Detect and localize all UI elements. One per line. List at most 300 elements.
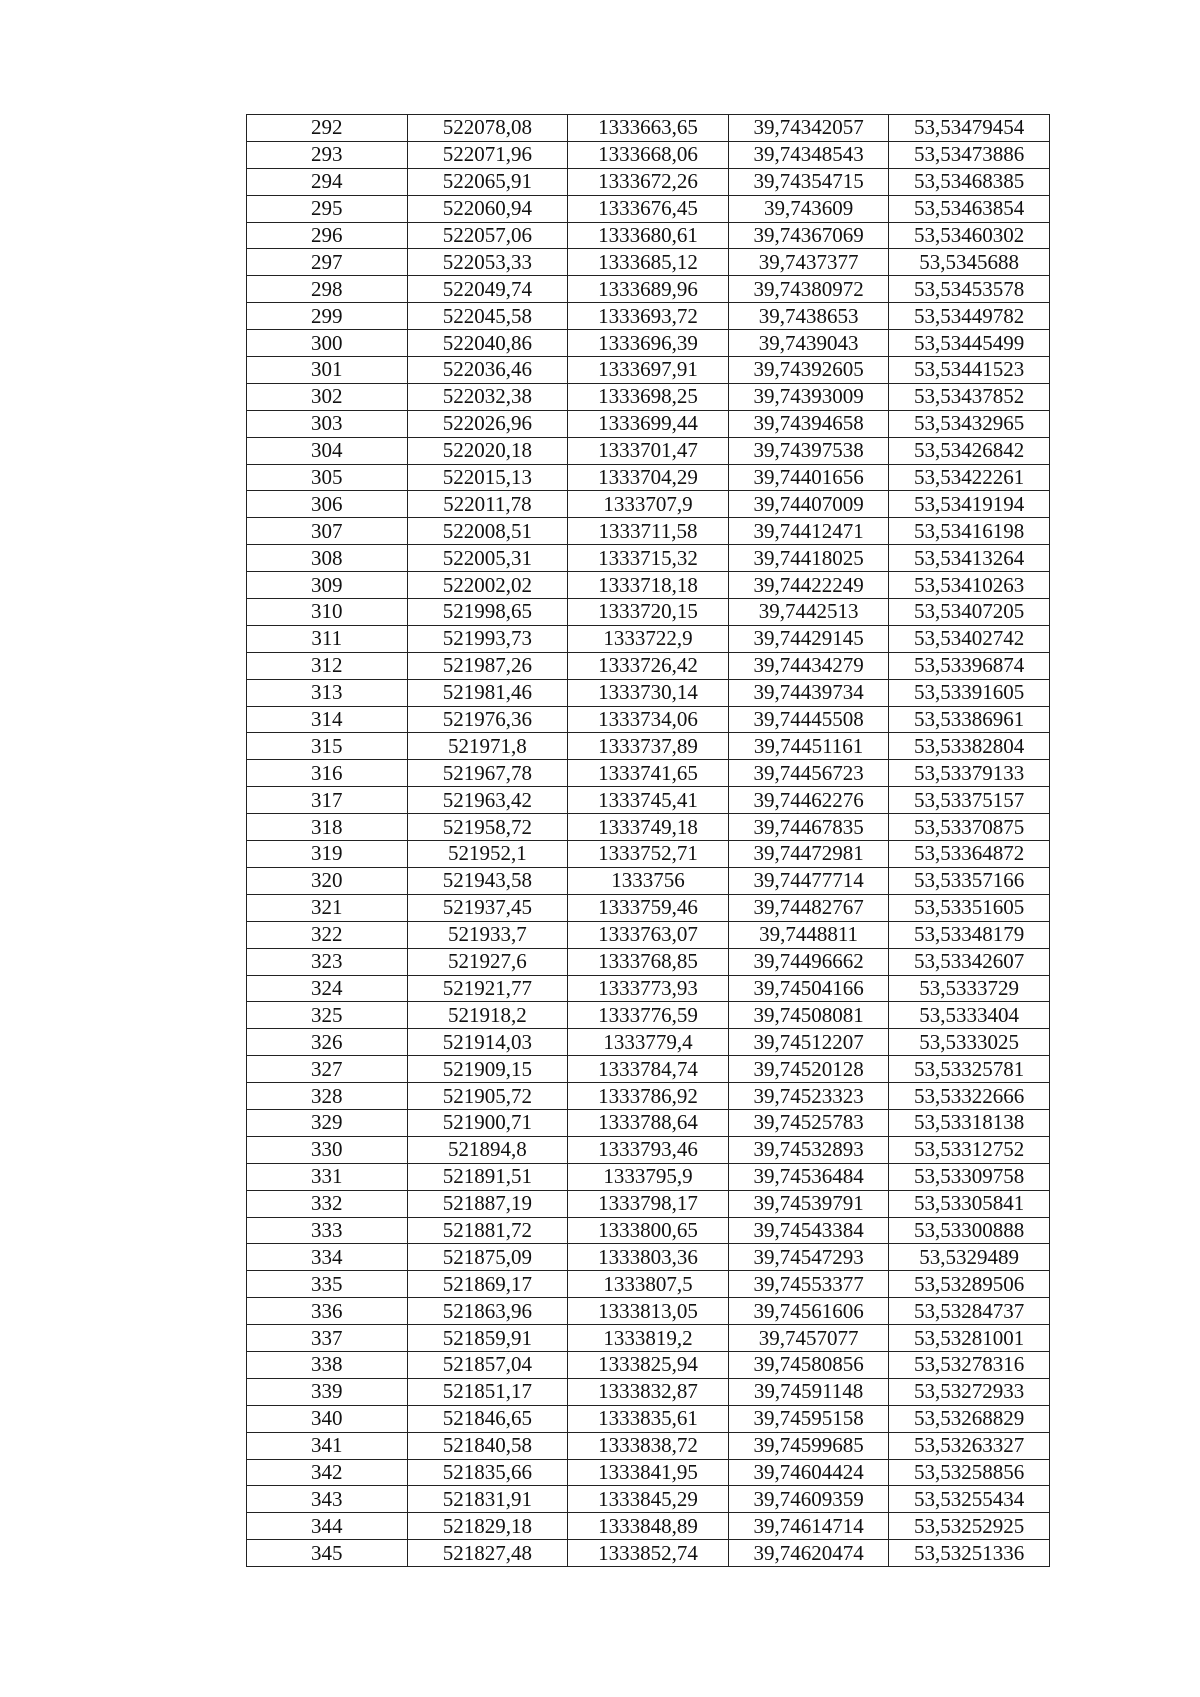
- point-number-cell: 335: [247, 1271, 408, 1298]
- table-row: [247, 706, 1050, 733]
- latitude-cell: 53,53351605: [889, 894, 1050, 921]
- point-number-cell: 333: [247, 1217, 408, 1244]
- longitude-cell: 39,74451161: [728, 733, 889, 760]
- y-coordinate-cell: 1333841,95: [568, 1459, 729, 1486]
- table-row: [247, 1486, 1050, 1513]
- x-coordinate-cell: 521963,42: [407, 787, 568, 814]
- point-number-cell: 340: [247, 1405, 408, 1432]
- x-coordinate-cell: 521976,36: [407, 706, 568, 733]
- latitude-cell: 53,53268829: [889, 1405, 1050, 1432]
- table-row: [247, 168, 1050, 195]
- x-coordinate-cell: 522008,51: [407, 518, 568, 545]
- table-row: [247, 195, 1050, 222]
- longitude-cell: 39,7439043: [728, 330, 889, 357]
- table-row: [247, 222, 1050, 249]
- table-row: [247, 437, 1050, 464]
- longitude-cell: 39,7442513: [728, 599, 889, 626]
- point-number-cell: 299: [247, 303, 408, 330]
- x-coordinate-cell: 522005,31: [407, 545, 568, 572]
- y-coordinate-cell: 1333852,74: [568, 1540, 729, 1567]
- x-coordinate-cell: 521829,18: [407, 1513, 568, 1540]
- point-number-cell: 327: [247, 1056, 408, 1083]
- x-coordinate-cell: 522071,96: [407, 141, 568, 168]
- x-coordinate-cell: 521905,72: [407, 1083, 568, 1110]
- longitude-cell: 39,74547293: [728, 1244, 889, 1271]
- latitude-cell: 53,53252925: [889, 1513, 1050, 1540]
- y-coordinate-cell: 1333685,12: [568, 249, 729, 276]
- table-row: [247, 1271, 1050, 1298]
- longitude-cell: 39,74561606: [728, 1298, 889, 1325]
- x-coordinate-cell: 521918,2: [407, 1002, 568, 1029]
- point-number-cell: 341: [247, 1432, 408, 1459]
- table-row: [247, 1029, 1050, 1056]
- x-coordinate-cell: 521891,51: [407, 1163, 568, 1190]
- longitude-cell: 39,74553377: [728, 1271, 889, 1298]
- longitude-cell: 39,74614714: [728, 1513, 889, 1540]
- x-coordinate-cell: 522060,94: [407, 195, 568, 222]
- point-number-cell: 307: [247, 518, 408, 545]
- y-coordinate-cell: 1333701,47: [568, 437, 729, 464]
- table-row: [247, 599, 1050, 626]
- y-coordinate-cell: 1333730,14: [568, 679, 729, 706]
- latitude-cell: 53,5345688: [889, 249, 1050, 276]
- longitude-cell: 39,74482767: [728, 894, 889, 921]
- longitude-cell: 39,7448811: [728, 921, 889, 948]
- latitude-cell: 53,5333025: [889, 1029, 1050, 1056]
- longitude-cell: 39,74434279: [728, 652, 889, 679]
- longitude-cell: 39,74532893: [728, 1136, 889, 1163]
- table-row: [247, 357, 1050, 384]
- latitude-cell: 53,53402742: [889, 625, 1050, 652]
- longitude-cell: 39,74439734: [728, 679, 889, 706]
- longitude-cell: 39,74496662: [728, 948, 889, 975]
- longitude-cell: 39,74620474: [728, 1540, 889, 1567]
- x-coordinate-cell: 521927,6: [407, 948, 568, 975]
- table-row: [247, 733, 1050, 760]
- y-coordinate-cell: 1333763,07: [568, 921, 729, 948]
- point-number-cell: 301: [247, 357, 408, 384]
- y-coordinate-cell: 1333734,06: [568, 706, 729, 733]
- longitude-cell: 39,74393009: [728, 383, 889, 410]
- latitude-cell: 53,53258856: [889, 1459, 1050, 1486]
- y-coordinate-cell: 1333768,85: [568, 948, 729, 975]
- x-coordinate-cell: 522053,33: [407, 249, 568, 276]
- longitude-cell: 39,74525783: [728, 1109, 889, 1136]
- point-number-cell: 297: [247, 249, 408, 276]
- x-coordinate-cell: 521869,17: [407, 1271, 568, 1298]
- y-coordinate-cell: 1333704,29: [568, 464, 729, 491]
- latitude-cell: 53,53278316: [889, 1351, 1050, 1378]
- y-coordinate-cell: 1333672,26: [568, 168, 729, 195]
- x-coordinate-cell: 522020,18: [407, 437, 568, 464]
- longitude-cell: 39,74401656: [728, 464, 889, 491]
- point-number-cell: 332: [247, 1190, 408, 1217]
- y-coordinate-cell: 1333845,29: [568, 1486, 729, 1513]
- y-coordinate-cell: 1333663,65: [568, 115, 729, 142]
- longitude-cell: 39,74342057: [728, 115, 889, 142]
- table-row: [247, 491, 1050, 518]
- longitude-cell: 39,74536484: [728, 1163, 889, 1190]
- x-coordinate-cell: 521981,46: [407, 679, 568, 706]
- y-coordinate-cell: 1333720,15: [568, 599, 729, 626]
- point-number-cell: 310: [247, 599, 408, 626]
- longitude-cell: 39,74348543: [728, 141, 889, 168]
- y-coordinate-cell: 1333776,59: [568, 1002, 729, 1029]
- point-number-cell: 302: [247, 383, 408, 410]
- x-coordinate-cell: 521958,72: [407, 814, 568, 841]
- x-coordinate-cell: 521909,15: [407, 1056, 568, 1083]
- x-coordinate-cell: 521840,58: [407, 1432, 568, 1459]
- x-coordinate-cell: 521831,91: [407, 1486, 568, 1513]
- table-row: [247, 1325, 1050, 1352]
- x-coordinate-cell: 521921,77: [407, 975, 568, 1002]
- x-coordinate-cell: 522057,06: [407, 222, 568, 249]
- latitude-cell: 53,53357166: [889, 867, 1050, 894]
- table-row: [247, 410, 1050, 437]
- x-coordinate-cell: 521933,7: [407, 921, 568, 948]
- table-row: [247, 787, 1050, 814]
- point-number-cell: 303: [247, 410, 408, 437]
- point-number-cell: 334: [247, 1244, 408, 1271]
- y-coordinate-cell: 1333784,74: [568, 1056, 729, 1083]
- table-row: [247, 1083, 1050, 1110]
- y-coordinate-cell: 1333848,89: [568, 1513, 729, 1540]
- point-number-cell: 300: [247, 330, 408, 357]
- y-coordinate-cell: 1333680,61: [568, 222, 729, 249]
- longitude-cell: 39,74354715: [728, 168, 889, 195]
- table-row: [247, 1217, 1050, 1244]
- point-number-cell: 320: [247, 867, 408, 894]
- x-coordinate-cell: 521952,1: [407, 841, 568, 868]
- longitude-cell: 39,74543384: [728, 1217, 889, 1244]
- point-number-cell: 322: [247, 921, 408, 948]
- point-number-cell: 304: [247, 437, 408, 464]
- longitude-cell: 39,74539791: [728, 1190, 889, 1217]
- latitude-cell: 53,53410263: [889, 572, 1050, 599]
- point-number-cell: 345: [247, 1540, 408, 1567]
- x-coordinate-cell: 521900,71: [407, 1109, 568, 1136]
- x-coordinate-cell: 521857,04: [407, 1351, 568, 1378]
- table-row: [247, 1190, 1050, 1217]
- table-row: [247, 545, 1050, 572]
- y-coordinate-cell: 1333718,18: [568, 572, 729, 599]
- longitude-cell: 39,74504166: [728, 975, 889, 1002]
- table-row: [247, 1109, 1050, 1136]
- x-coordinate-cell: 521998,65: [407, 599, 568, 626]
- y-coordinate-cell: 1333741,65: [568, 760, 729, 787]
- x-coordinate-cell: 522026,96: [407, 410, 568, 437]
- table-row: [247, 867, 1050, 894]
- x-coordinate-cell: 522078,08: [407, 115, 568, 142]
- x-coordinate-cell: 522065,91: [407, 168, 568, 195]
- latitude-cell: 53,53386961: [889, 706, 1050, 733]
- x-coordinate-cell: 522015,13: [407, 464, 568, 491]
- point-number-cell: 314: [247, 706, 408, 733]
- latitude-cell: 53,53251336: [889, 1540, 1050, 1567]
- latitude-cell: 53,53289506: [889, 1271, 1050, 1298]
- y-coordinate-cell: 1333819,2: [568, 1325, 729, 1352]
- longitude-cell: 39,74394658: [728, 410, 889, 437]
- y-coordinate-cell: 1333749,18: [568, 814, 729, 841]
- latitude-cell: 53,53312752: [889, 1136, 1050, 1163]
- x-coordinate-cell: 521894,8: [407, 1136, 568, 1163]
- point-number-cell: 343: [247, 1486, 408, 1513]
- table-row: [247, 303, 1050, 330]
- latitude-cell: 53,53305841: [889, 1190, 1050, 1217]
- table-row: [247, 894, 1050, 921]
- y-coordinate-cell: 1333798,17: [568, 1190, 729, 1217]
- point-number-cell: 318: [247, 814, 408, 841]
- longitude-cell: 39,74512207: [728, 1029, 889, 1056]
- latitude-cell: 53,53445499: [889, 330, 1050, 357]
- longitude-cell: 39,74418025: [728, 545, 889, 572]
- latitude-cell: 53,53468385: [889, 168, 1050, 195]
- x-coordinate-cell: 521875,09: [407, 1244, 568, 1271]
- longitude-cell: 39,74392605: [728, 357, 889, 384]
- latitude-cell: 53,53463854: [889, 195, 1050, 222]
- y-coordinate-cell: 1333697,91: [568, 357, 729, 384]
- point-number-cell: 315: [247, 733, 408, 760]
- latitude-cell: 53,53284737: [889, 1298, 1050, 1325]
- y-coordinate-cell: 1333800,65: [568, 1217, 729, 1244]
- latitude-cell: 53,53382804: [889, 733, 1050, 760]
- table-row: [247, 679, 1050, 706]
- point-number-cell: 324: [247, 975, 408, 1002]
- x-coordinate-cell: 521835,66: [407, 1459, 568, 1486]
- y-coordinate-cell: 1333825,94: [568, 1351, 729, 1378]
- latitude-cell: 53,53309758: [889, 1163, 1050, 1190]
- latitude-cell: 53,53432965: [889, 410, 1050, 437]
- longitude-cell: 39,74456723: [728, 760, 889, 787]
- x-coordinate-cell: 521943,58: [407, 867, 568, 894]
- latitude-cell: 53,53255434: [889, 1486, 1050, 1513]
- coordinates-table-body: [247, 115, 1050, 1567]
- longitude-cell: 39,7457077: [728, 1325, 889, 1352]
- longitude-cell: 39,74467835: [728, 814, 889, 841]
- longitude-cell: 39,74604424: [728, 1459, 889, 1486]
- y-coordinate-cell: 1333786,92: [568, 1083, 729, 1110]
- longitude-cell: 39,74462276: [728, 787, 889, 814]
- point-number-cell: 309: [247, 572, 408, 599]
- latitude-cell: 53,53396874: [889, 652, 1050, 679]
- y-coordinate-cell: 1333745,41: [568, 787, 729, 814]
- longitude-cell: 39,74580856: [728, 1351, 889, 1378]
- latitude-cell: 53,53370875: [889, 814, 1050, 841]
- y-coordinate-cell: 1333726,42: [568, 652, 729, 679]
- table-row: [247, 1136, 1050, 1163]
- longitude-cell: 39,74397538: [728, 437, 889, 464]
- x-coordinate-cell: 521993,73: [407, 625, 568, 652]
- x-coordinate-cell: 522049,74: [407, 276, 568, 303]
- table-row: [247, 572, 1050, 599]
- latitude-cell: 53,53391605: [889, 679, 1050, 706]
- y-coordinate-cell: 1333715,32: [568, 545, 729, 572]
- x-coordinate-cell: 521887,19: [407, 1190, 568, 1217]
- y-coordinate-cell: 1333759,46: [568, 894, 729, 921]
- x-coordinate-cell: 521859,91: [407, 1325, 568, 1352]
- x-coordinate-cell: 521851,17: [407, 1378, 568, 1405]
- table-row: [247, 760, 1050, 787]
- x-coordinate-cell: 522045,58: [407, 303, 568, 330]
- table-row: [247, 921, 1050, 948]
- latitude-cell: 53,53263327: [889, 1432, 1050, 1459]
- table-row: [247, 518, 1050, 545]
- x-coordinate-cell: 522040,86: [407, 330, 568, 357]
- y-coordinate-cell: 1333689,96: [568, 276, 729, 303]
- table-row: [247, 1163, 1050, 1190]
- y-coordinate-cell: 1333756: [568, 867, 729, 894]
- x-coordinate-cell: 521881,72: [407, 1217, 568, 1244]
- x-coordinate-cell: 521987,26: [407, 652, 568, 679]
- y-coordinate-cell: 1333668,06: [568, 141, 729, 168]
- latitude-cell: 53,5329489: [889, 1244, 1050, 1271]
- longitude-cell: 39,74422249: [728, 572, 889, 599]
- point-number-cell: 326: [247, 1029, 408, 1056]
- table-row: [247, 841, 1050, 868]
- longitude-cell: 39,74609359: [728, 1486, 889, 1513]
- table-row: [247, 1002, 1050, 1029]
- table-row: [247, 464, 1050, 491]
- latitude-cell: 53,53322666: [889, 1083, 1050, 1110]
- latitude-cell: 53,53473886: [889, 141, 1050, 168]
- longitude-cell: 39,74429145: [728, 625, 889, 652]
- point-number-cell: 306: [247, 491, 408, 518]
- x-coordinate-cell: 521846,65: [407, 1405, 568, 1432]
- latitude-cell: 53,53479454: [889, 115, 1050, 142]
- table-row: [247, 115, 1050, 142]
- latitude-cell: 53,53441523: [889, 357, 1050, 384]
- table-row: [247, 1298, 1050, 1325]
- table-row: [247, 330, 1050, 357]
- table-row: [247, 1378, 1050, 1405]
- longitude-cell: 39,74472981: [728, 841, 889, 868]
- latitude-cell: 53,53453578: [889, 276, 1050, 303]
- y-coordinate-cell: 1333835,61: [568, 1405, 729, 1432]
- point-number-cell: 339: [247, 1378, 408, 1405]
- table-row: [247, 276, 1050, 303]
- latitude-cell: 53,53449782: [889, 303, 1050, 330]
- x-coordinate-cell: 521967,78: [407, 760, 568, 787]
- point-number-cell: 308: [247, 545, 408, 572]
- longitude-cell: 39,743609: [728, 195, 889, 222]
- table-row: [247, 383, 1050, 410]
- point-number-cell: 294: [247, 168, 408, 195]
- table-row: [247, 975, 1050, 1002]
- point-number-cell: 344: [247, 1513, 408, 1540]
- y-coordinate-cell: 1333711,58: [568, 518, 729, 545]
- latitude-cell: 53,53272933: [889, 1378, 1050, 1405]
- latitude-cell: 53,53419194: [889, 491, 1050, 518]
- table-row: [247, 1405, 1050, 1432]
- table-row: [247, 948, 1050, 975]
- point-number-cell: 312: [247, 652, 408, 679]
- point-number-cell: 336: [247, 1298, 408, 1325]
- latitude-cell: 53,53281001: [889, 1325, 1050, 1352]
- longitude-cell: 39,74477714: [728, 867, 889, 894]
- point-number-cell: 313: [247, 679, 408, 706]
- y-coordinate-cell: 1333722,9: [568, 625, 729, 652]
- longitude-cell: 39,74520128: [728, 1056, 889, 1083]
- x-coordinate-cell: 521937,45: [407, 894, 568, 921]
- longitude-cell: 39,74412471: [728, 518, 889, 545]
- table-row: [247, 1056, 1050, 1083]
- longitude-cell: 39,7438653: [728, 303, 889, 330]
- table-row: [247, 1432, 1050, 1459]
- point-number-cell: 296: [247, 222, 408, 249]
- table-row: [247, 652, 1050, 679]
- point-number-cell: 311: [247, 625, 408, 652]
- x-coordinate-cell: 521914,03: [407, 1029, 568, 1056]
- y-coordinate-cell: 1333813,05: [568, 1298, 729, 1325]
- point-number-cell: 323: [247, 948, 408, 975]
- x-coordinate-cell: 522002,02: [407, 572, 568, 599]
- table-row: [247, 1459, 1050, 1486]
- latitude-cell: 53,5333404: [889, 1002, 1050, 1029]
- latitude-cell: 53,53300888: [889, 1217, 1050, 1244]
- longitude-cell: 39,74523323: [728, 1083, 889, 1110]
- point-number-cell: 319: [247, 841, 408, 868]
- point-number-cell: 295: [247, 195, 408, 222]
- coordinates-table: [246, 114, 1050, 1567]
- point-number-cell: 298: [247, 276, 408, 303]
- point-number-cell: 329: [247, 1109, 408, 1136]
- latitude-cell: 53,53318138: [889, 1109, 1050, 1136]
- y-coordinate-cell: 1333832,87: [568, 1378, 729, 1405]
- y-coordinate-cell: 1333752,71: [568, 841, 729, 868]
- longitude-cell: 39,74591148: [728, 1378, 889, 1405]
- latitude-cell: 53,53422261: [889, 464, 1050, 491]
- point-number-cell: 331: [247, 1163, 408, 1190]
- latitude-cell: 53,53375157: [889, 787, 1050, 814]
- y-coordinate-cell: 1333838,72: [568, 1432, 729, 1459]
- longitude-cell: 39,74445508: [728, 706, 889, 733]
- y-coordinate-cell: 1333795,9: [568, 1163, 729, 1190]
- latitude-cell: 53,53426842: [889, 437, 1050, 464]
- y-coordinate-cell: 1333788,64: [568, 1109, 729, 1136]
- point-number-cell: 293: [247, 141, 408, 168]
- table-row: [247, 625, 1050, 652]
- y-coordinate-cell: 1333807,5: [568, 1271, 729, 1298]
- latitude-cell: 53,53460302: [889, 222, 1050, 249]
- latitude-cell: 53,53407205: [889, 599, 1050, 626]
- table-row: [247, 249, 1050, 276]
- longitude-cell: 39,7437377: [728, 249, 889, 276]
- table-row: [247, 814, 1050, 841]
- point-number-cell: 330: [247, 1136, 408, 1163]
- x-coordinate-cell: 521863,96: [407, 1298, 568, 1325]
- table-row: [247, 141, 1050, 168]
- latitude-cell: 53,53437852: [889, 383, 1050, 410]
- longitude-cell: 39,74508081: [728, 1002, 889, 1029]
- y-coordinate-cell: 1333779,4: [568, 1029, 729, 1056]
- point-number-cell: 325: [247, 1002, 408, 1029]
- latitude-cell: 53,53348179: [889, 921, 1050, 948]
- longitude-cell: 39,74380972: [728, 276, 889, 303]
- latitude-cell: 53,53416198: [889, 518, 1050, 545]
- y-coordinate-cell: 1333698,25: [568, 383, 729, 410]
- latitude-cell: 53,53325781: [889, 1056, 1050, 1083]
- latitude-cell: 53,5333729: [889, 975, 1050, 1002]
- y-coordinate-cell: 1333737,89: [568, 733, 729, 760]
- y-coordinate-cell: 1333693,72: [568, 303, 729, 330]
- y-coordinate-cell: 1333676,45: [568, 195, 729, 222]
- longitude-cell: 39,74407009: [728, 491, 889, 518]
- x-coordinate-cell: 522032,38: [407, 383, 568, 410]
- latitude-cell: 53,53379133: [889, 760, 1050, 787]
- point-number-cell: 316: [247, 760, 408, 787]
- y-coordinate-cell: 1333707,9: [568, 491, 729, 518]
- point-number-cell: 337: [247, 1325, 408, 1352]
